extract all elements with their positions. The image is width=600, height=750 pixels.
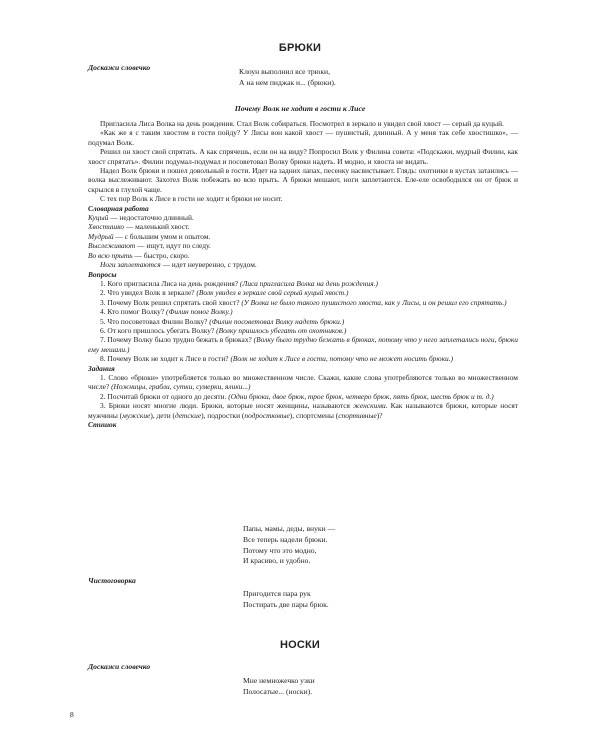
finish-word-label-2: Доскажи словечко (88, 662, 151, 671)
tongue-twister-label: Чистоговорка (88, 576, 136, 585)
task-item: 3. Брюки носят многие люди. Брюки, которые носят женщины, называются женскими. Как называются брюки, которые носят мужчины (мужские), дети (детские), подростки (подростковые), спортсмены (спортивные)? (88, 401, 518, 420)
vocab-item: Куцый — недостаточно длинный. (88, 213, 194, 223)
tongue-twister-line: Пригодится пара рук (243, 589, 311, 598)
riddle-line: Полосатые... (носки). (243, 686, 313, 696)
poem-heading: Стишок (88, 420, 117, 429)
story-paragraph: «Как же я с таким хвостом в гости пойду? У Лисы вон какой хвост — пушистый, длинный. А у меня так себе хвостишко», — подумал Волк. (88, 128, 518, 147)
riddle-line: Клоун выполнил все трюки, (239, 67, 330, 76)
story-paragraph: Пригласила Лиса Волка на день рождения. Стал Волк собираться. Посмотрел в зеркало и увидел свой хвост — серый да куцый. (100, 119, 504, 128)
question-item: 4. Кто помог Волку? (Филин помог Волку.) (100, 307, 233, 317)
section-title-bryuki: БРЮКИ (278, 42, 322, 54)
question-item: 6. От кого пришлось убегать Волку? (Волку пришлось убегать от охотников.) (100, 325, 347, 335)
vocab-item: Ноги заплетаются — идет неуверенно, с трудом. (100, 260, 257, 270)
vocab-heading: Словарная работа (88, 203, 149, 213)
section-title-noski: НОСКИ (279, 639, 321, 651)
vocab-item: Хвостишко — маленький хвост. (88, 222, 190, 232)
question-item: 8. Почему Волк не ходит к Лисе в гости? (Волк не ходит к Лисе в гости, потому что не может носить брюки.) (100, 354, 454, 364)
riddle-line: А на нем пиджак и... (брюки). (239, 77, 336, 87)
story-title: Почему Волк не ходит в гости к Лисе (234, 104, 366, 113)
poem-line: Потому что это модно, (243, 545, 317, 555)
finish-word-label: Доскажи словечко (88, 63, 151, 72)
vocab-item: Во всю прыть — быстро, скоро. (88, 250, 190, 260)
question-item: 2. Что увидел Волк в зеркале? (Волк увидел в зеркале свой серый куцый хвост.) (100, 288, 349, 298)
poem-verse (243, 524, 335, 567)
poem-line: И красиво, и удобно. (243, 556, 311, 566)
poem-line: Папы, мамы, деды, внуки — (243, 524, 336, 533)
story-body (88, 119, 518, 429)
riddle-verse (239, 67, 336, 89)
task-item: 2. Посчитай брюки от одного до десяти. (Одни брюки, двое брюк, трое брюк, четверо брюк, пять брюк, шесть брюк и т. д.) (100, 391, 494, 401)
riddle-line: Мне немножечко узки (243, 676, 315, 685)
story-paragraph: С тех пор Волк к Лисе в гости не ходит и брюки не носит. (100, 194, 283, 204)
question-item: 3. Почему Волк решил спрятать свой хвост? (У Волка не было такого пушистого хвоста, как у Лисы, и он решил его спрятать.) (100, 297, 507, 307)
question-item: 1. Кого пригласила Лиса на день рождения? (Лиса пригласила Волка на день рождения.) (100, 278, 378, 288)
poem-line: Все теперь надели брюки. (243, 534, 328, 544)
task-item: 1. Слово «брюки» употребляется только во множественном числе. Скажи, какие слова употребляются только во множественном числе? (Ножницы, грабли, сутки, сумерки, ялики...) (88, 372, 518, 392)
story-paragraph: Решил он хвост свой спрятать. А как спрячешь, если он на виду? Попросил Волк у Филина совета: «Подскажи, мудрый Филин, как хвост спрятать». Филин подумал-подумал и посоветовал Волку брюки надеть. И модно, и хвоста не видать. (88, 147, 518, 166)
tasks-heading: Задания (88, 363, 115, 373)
questions-heading: Вопросы (88, 269, 117, 279)
question-item: 7. Почему Волку было трудно бежать в брюках? (Волку было трудно бежать в брюках, потому что у него заплетались ноги, брюки ему мешали.) (88, 335, 518, 354)
tongue-twister-verse (243, 589, 329, 611)
question-item: 5. Что посоветовал Филин Волку? (Филин посоветовал Волку надеть брюки.) (100, 316, 345, 326)
vocab-item: Выслеживают — ищут, идут по следу. (88, 241, 211, 251)
riddle-verse-2 (243, 676, 315, 698)
story-paragraph: Надел Волк брюки и пошел довольный в гости. Идет на задних лапах, песенку насвистывает. Глядь: охотники в кустах затаились — волка выслеживают. Захотел Волк побежать во всю прыть. А брюки мешают, ноги заплетаются. Еле-еле освободился он от брюк и скрылся в глухой чаще. (88, 166, 518, 194)
page-number: 8 (70, 710, 74, 719)
vocab-item: Мудрый — с большим умом и опытом. (88, 231, 211, 241)
tongue-twister-line: Постирать две пары брюк. (243, 599, 329, 609)
